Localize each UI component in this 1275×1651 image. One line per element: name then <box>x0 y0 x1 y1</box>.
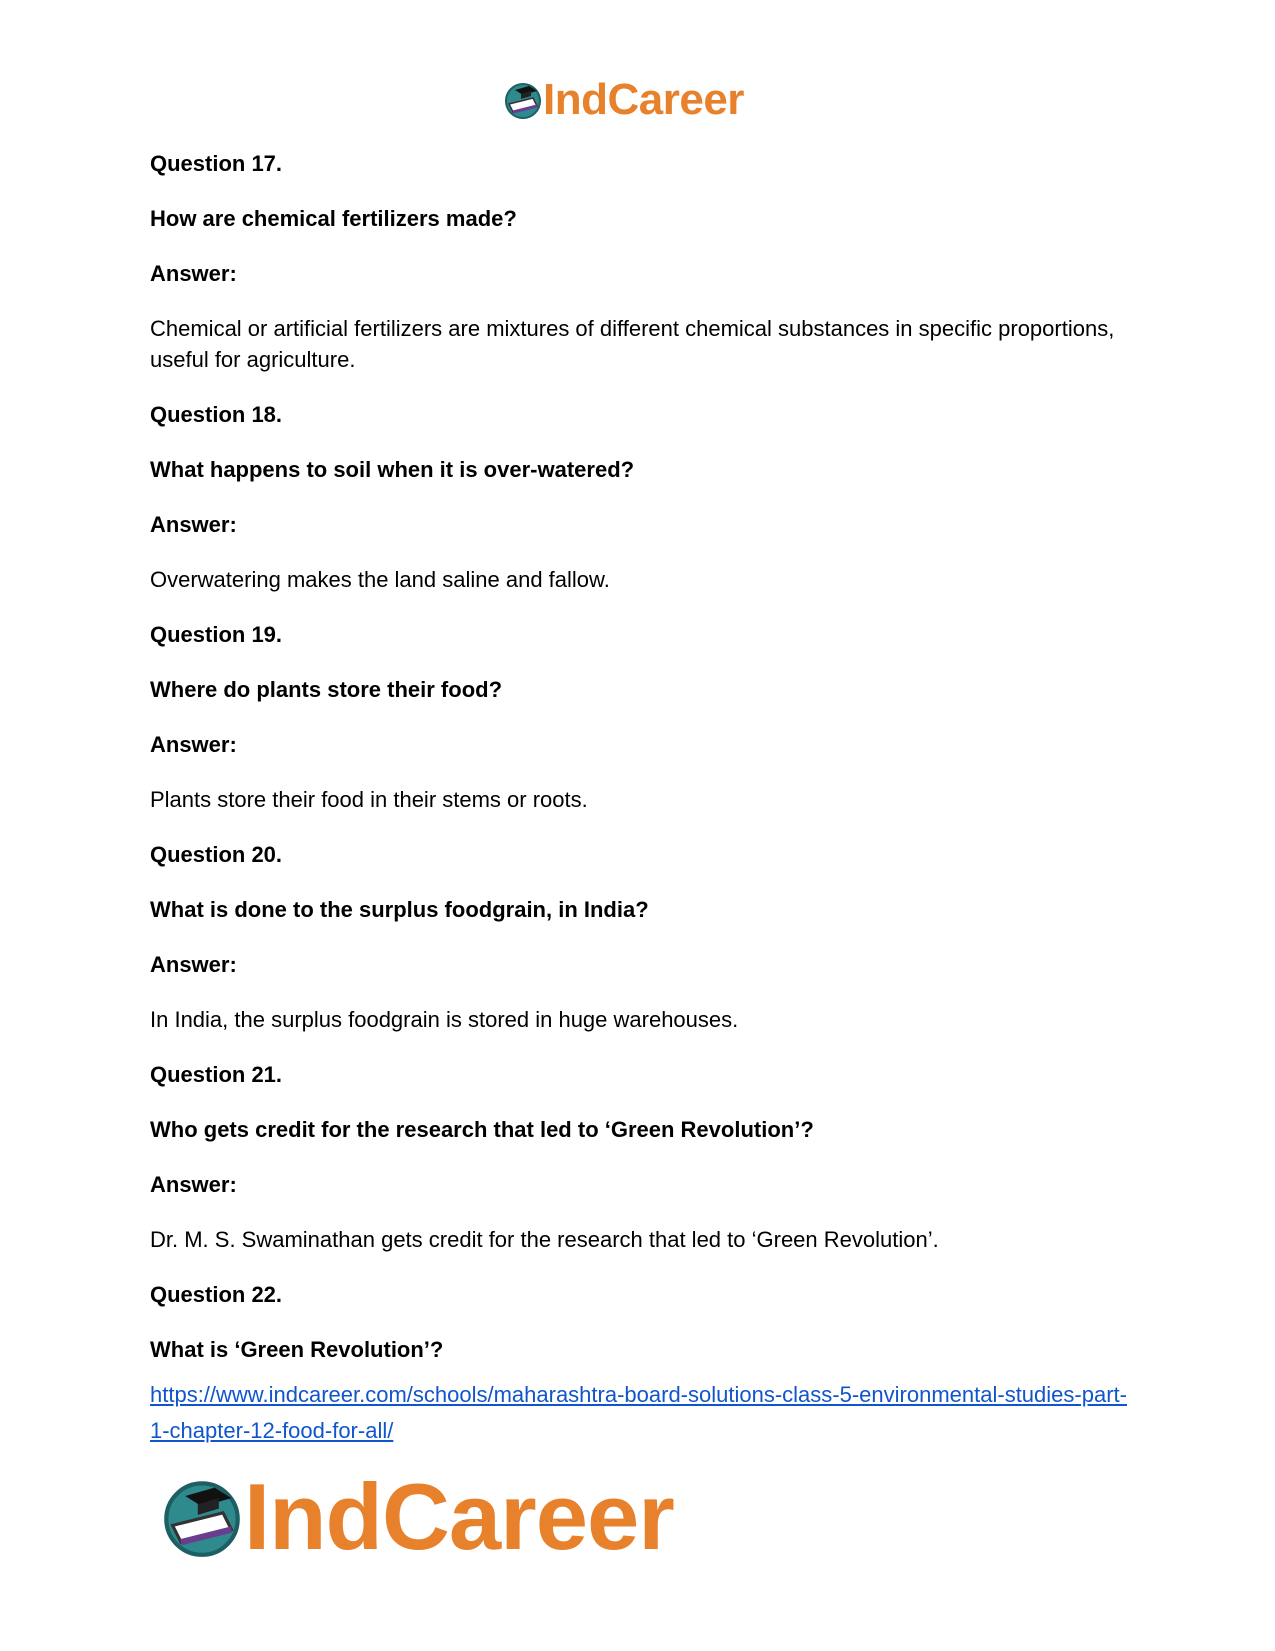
question-number: Question 18. <box>150 402 283 427</box>
question-number: Question 20. <box>150 842 283 867</box>
answer-label: Answer: <box>150 261 237 286</box>
document-body <box>150 148 1130 1449</box>
qa-21 <box>150 1059 1130 1255</box>
footer-logo-text: IndCareer <box>244 1464 674 1569</box>
question-number: Question 19. <box>150 622 283 647</box>
qa-22 <box>150 1279 1130 1365</box>
question-text: Who gets credit for the research that led to ‘Green Revolution’? <box>150 1117 814 1142</box>
answer-text: In India, the surplus foodgrain is stored in huge warehouses. <box>150 1007 739 1032</box>
question-number: Question 17. <box>150 151 283 176</box>
answer-label: Answer: <box>150 952 237 977</box>
question-text: How are chemical fertilizers made? <box>150 206 517 231</box>
answer-label: Answer: <box>150 1172 237 1197</box>
answer-text: Chemical or artificial fertilizers are mixtures of different chemical substances in specific proportions, useful for agriculture. <box>150 316 1115 372</box>
source-link[interactable]: https://www.indcareer.com/schools/maharashtra-board-solutions-class-5-environmental-studies-part-1-chapter-12-food-for-all/ <box>150 1382 1127 1443</box>
book-globe-icon <box>503 80 543 120</box>
header-logo <box>503 75 744 124</box>
question-number: Question 22. <box>150 1282 283 1307</box>
qa-19 <box>150 619 1130 815</box>
answer-text: Dr. M. S. Swaminathan gets credit for the research that led to ‘Green Revolution’. <box>150 1227 939 1252</box>
question-number: Question 21. <box>150 1062 283 1087</box>
answer-label: Answer: <box>150 512 237 537</box>
question-text: What happens to soil when it is over-watered? <box>150 457 635 482</box>
question-text: What is ‘Green Revolution’? <box>150 1337 444 1362</box>
qa-20 <box>150 839 1130 1035</box>
answer-label: Answer: <box>150 732 237 757</box>
header-logo-text: IndCareer <box>543 75 744 124</box>
qa-17 <box>150 148 1130 375</box>
qa-18 <box>150 399 1130 595</box>
question-text: What is done to the surplus foodgrain, in India? <box>150 897 649 922</box>
question-text: Where do plants store their food? <box>150 677 503 702</box>
footer-logo <box>160 1464 674 1569</box>
answer-text: Overwatering makes the land saline and fallow. <box>150 567 610 592</box>
book-globe-icon <box>160 1475 244 1559</box>
answer-text: Plants store their food in their stems or roots. <box>150 787 588 812</box>
